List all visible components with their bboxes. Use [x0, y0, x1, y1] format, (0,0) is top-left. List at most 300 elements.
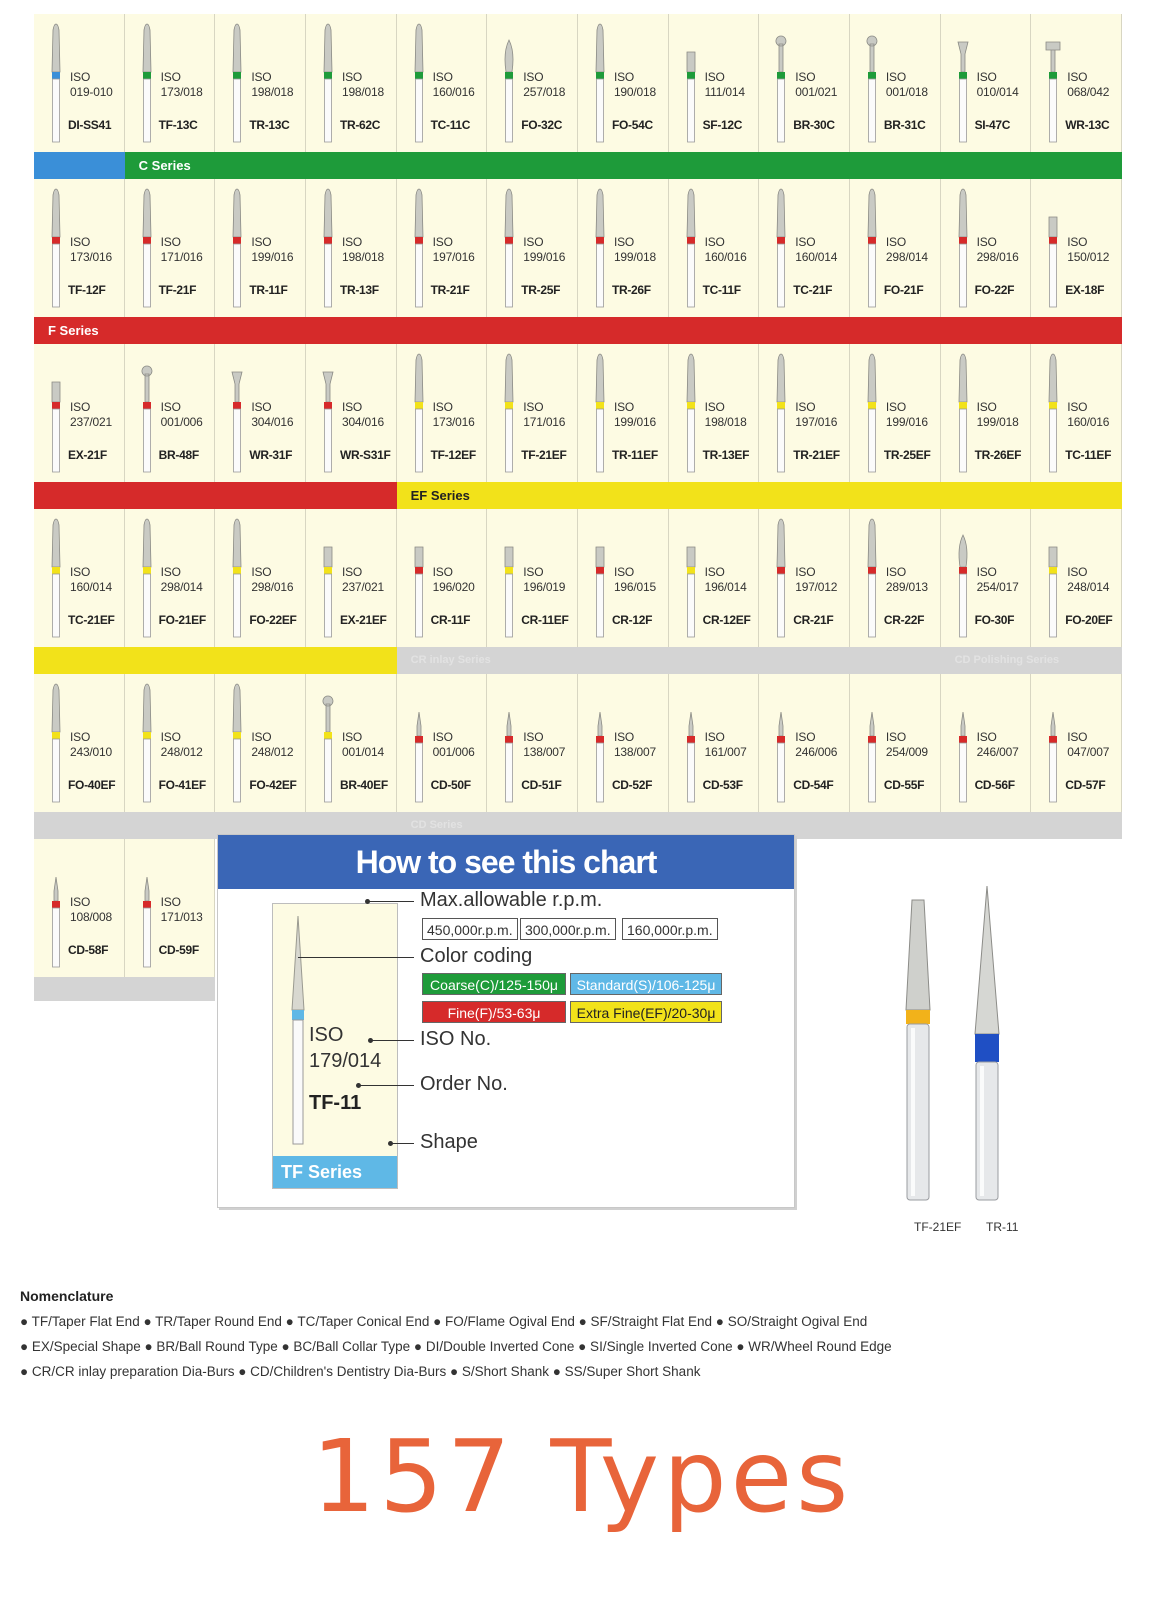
bur-iso	[886, 730, 928, 760]
bur-order-code: TR-11EF	[611, 448, 658, 462]
iso-prefix: ISO	[523, 565, 544, 579]
iso-number: 196/020	[432, 580, 475, 594]
iso-number: 199/018	[976, 415, 1019, 429]
bur-order-code: FO-41EF	[158, 778, 206, 792]
bur-iso	[161, 400, 203, 430]
leader-shape	[390, 1143, 414, 1144]
bur-order-code: WR-31F	[249, 448, 293, 462]
bur-icon	[411, 187, 427, 311]
iso-prefix: ISO	[885, 235, 906, 249]
iso-number: 138/007	[613, 745, 656, 759]
bur-iso	[70, 235, 112, 265]
iso-number: 108/008	[70, 910, 112, 924]
bur-cell	[669, 179, 760, 317]
iso-prefix: ISO	[795, 730, 816, 744]
bur-cell	[487, 674, 578, 812]
bur-cell	[487, 344, 578, 482]
bur-iso	[977, 235, 1019, 265]
iso-number: 199/016	[251, 250, 294, 264]
bur-order-code: FO-40EF	[68, 778, 116, 792]
bur-iso	[161, 895, 203, 925]
iso-prefix: ISO	[976, 400, 997, 414]
series-band	[34, 317, 1122, 344]
bur-icon	[592, 682, 608, 806]
bur-cell	[850, 674, 941, 812]
iso-number: 047/007	[1067, 745, 1110, 759]
iso-number: 257/018	[523, 85, 566, 99]
bur-iso	[342, 565, 384, 595]
shape-label: Shape	[420, 1131, 478, 1153]
series-band	[34, 152, 1122, 179]
iso-prefix: ISO	[704, 400, 725, 414]
bur-icon	[955, 22, 971, 146]
bur-order-code: CR-12F	[611, 613, 653, 627]
bur-icon	[864, 352, 880, 476]
bur-cell	[1031, 344, 1122, 482]
iso-prefix: ISO	[523, 400, 544, 414]
bur-cell	[34, 14, 125, 152]
bur-order-code: CR-22F	[883, 613, 925, 627]
rpm-chip: 450,000r.p.m.	[422, 918, 518, 940]
bur-iso	[1067, 730, 1109, 760]
bur-cell	[850, 179, 941, 317]
bur-cell	[759, 344, 850, 482]
bur-cell	[306, 674, 397, 812]
bur-icon	[592, 22, 608, 146]
iso-number: 161/007	[704, 745, 747, 759]
iso-prefix: ISO	[613, 70, 635, 84]
iso-number: 289/013	[885, 580, 928, 594]
bur-cell	[397, 674, 488, 812]
bur-iso	[977, 70, 1019, 100]
bur-iso	[795, 70, 837, 100]
iso-number: 171/016	[523, 415, 566, 429]
iso-prefix: ISO	[1067, 565, 1088, 579]
iso-prefix: ISO	[795, 565, 816, 579]
chart-row	[34, 509, 1122, 647]
bur-cell	[669, 509, 760, 647]
bur-icon	[229, 517, 245, 641]
iso-prefix: ISO	[613, 400, 635, 414]
bur-order-code: FO-22EF	[249, 613, 297, 627]
bur-icon	[48, 682, 64, 806]
bur-iso	[523, 565, 565, 595]
iso-prefix: ISO	[432, 565, 453, 579]
max-rpm-label: Max.allowable r.p.m.	[420, 889, 603, 911]
bur-iso	[705, 400, 747, 430]
iso-prefix: ISO	[523, 730, 544, 744]
bur-iso	[1067, 565, 1109, 595]
iso-number: 138/007	[523, 745, 566, 759]
iso-number: 246/007	[976, 745, 1019, 759]
bur-icon	[1045, 187, 1061, 311]
leader-color	[298, 957, 414, 958]
bur-order-code: TC-21EF	[68, 613, 115, 627]
iso-number: 001/006	[160, 415, 203, 429]
example-series-label: TF Series	[273, 1156, 397, 1188]
iso-number: 237/021	[341, 580, 384, 594]
bur-cell	[125, 674, 216, 812]
bur-icon	[683, 22, 699, 146]
bur-order-code: CD-57F	[1065, 778, 1106, 792]
bur-iso	[886, 400, 928, 430]
iso-number: 254/017	[976, 580, 1019, 594]
bur-cell	[215, 179, 306, 317]
bur-cell	[1031, 14, 1122, 152]
bur-icon	[139, 682, 155, 806]
iso-prefix: ISO	[613, 565, 635, 579]
iso-number: 019-010	[70, 85, 113, 99]
bur-icon	[1045, 517, 1061, 641]
bur-iso	[342, 235, 384, 265]
iso-number: 197/016	[432, 250, 475, 264]
iso-number: 246/006	[795, 745, 838, 759]
iso-prefix: ISO	[160, 70, 181, 84]
bur-icon	[501, 187, 517, 311]
bur-iso	[70, 565, 112, 595]
chart-row	[34, 344, 1122, 482]
iso-prefix: ISO	[160, 730, 181, 744]
iso-prefix: ISO	[885, 70, 906, 84]
example-iso-prefix: ISO	[309, 1024, 344, 1046]
bur-icon	[139, 22, 155, 146]
bur-order-code: TR-21EF	[793, 448, 840, 462]
grit-chip: Fine(F)/53-63μ	[422, 1001, 566, 1023]
bur-iso	[795, 730, 837, 760]
bur-order-code: TR-62C	[339, 118, 381, 132]
iso-prefix: ISO	[70, 70, 91, 84]
bur-order-code: TF-12F	[68, 283, 106, 297]
bur-iso	[433, 400, 475, 430]
bur-cell	[669, 344, 760, 482]
iso-number: 198/018	[341, 250, 384, 264]
bur-order-code: TC-21F	[793, 283, 833, 297]
bur-order-code: FO-32C	[521, 118, 563, 132]
iso-number: 171/013	[160, 910, 203, 924]
iso-prefix: ISO	[70, 565, 91, 579]
bur-icon	[592, 187, 608, 311]
leader-rpm	[368, 901, 414, 902]
iso-number: 171/016	[160, 250, 203, 264]
iso-number: 197/016	[795, 415, 838, 429]
bur-cell	[125, 839, 216, 977]
bur-icon	[48, 352, 64, 476]
bur-icon	[864, 682, 880, 806]
bur-iso	[705, 730, 747, 760]
nomenclature-line: ● TF/Taper Flat End ● TR/Taper Round End ● TC/Taper Conical End ● FO/Flame Ogival End ● SF/Straight Flat End ● SO/Straight Ogival End	[20, 1314, 868, 1329]
iso-number: 298/014	[160, 580, 203, 594]
bur-icon	[139, 187, 155, 311]
bur-cell	[759, 14, 850, 152]
iso-number: 298/014	[885, 250, 928, 264]
bur-order-code: TR-26EF	[974, 448, 1022, 462]
iso-number: 173/016	[70, 250, 112, 264]
bur-icon	[1045, 352, 1061, 476]
chart-row	[34, 179, 1122, 317]
iso-number: 001/018	[885, 85, 928, 99]
bur-icon	[864, 22, 880, 146]
rpm-chip: 160,000r.p.m.	[622, 918, 718, 940]
iso-number: 248/012	[160, 745, 203, 759]
bur-order-code: CD-51F	[521, 778, 562, 792]
bur-icon	[139, 847, 155, 971]
bur-cell	[34, 509, 125, 647]
bur-order-code: TC-11C	[430, 118, 471, 132]
iso-number: 010/014	[976, 85, 1019, 99]
bur-cell	[941, 344, 1032, 482]
bur-order-code: BR-31C	[883, 118, 926, 132]
bur-icon	[139, 352, 155, 476]
bur-iso	[886, 70, 928, 100]
bur-iso	[251, 235, 293, 265]
bur-icon	[229, 682, 245, 806]
bur-order-code: TR-13EF	[702, 448, 750, 462]
bur-order-code: TR-26F	[611, 283, 651, 297]
iso-number: 196/019	[523, 580, 566, 594]
bur-cell	[487, 14, 578, 152]
grit-chip: Extra Fine(EF)/20-30μ	[570, 1001, 722, 1023]
bur-order-code: FO-21EF	[158, 613, 206, 627]
iso-prefix: ISO	[70, 730, 91, 744]
bur-iso	[795, 565, 837, 595]
bur-icon	[592, 352, 608, 476]
bur-icon	[501, 22, 517, 146]
iso-prefix: ISO	[795, 70, 816, 84]
iso-number: 198/018	[251, 85, 294, 99]
bur-iso	[705, 235, 747, 265]
bur-cell	[487, 179, 578, 317]
bur-cell	[759, 674, 850, 812]
bur-order-code: WR-S31F	[339, 448, 391, 462]
sample-caption-tf21ef: TF-21EF	[914, 1220, 962, 1234]
bur-cell	[397, 344, 488, 482]
bur-cell	[578, 509, 669, 647]
leader-order	[358, 1085, 414, 1086]
series-label: CD Series	[397, 812, 1122, 839]
bur-cell	[125, 344, 216, 482]
series-label	[34, 482, 397, 509]
bur-cell	[669, 14, 760, 152]
bur-icon	[955, 682, 971, 806]
iso-prefix: ISO	[432, 235, 453, 249]
bur-order-code: DI-SS41	[68, 118, 112, 132]
bur-cell	[215, 674, 306, 812]
bur-icon	[229, 187, 245, 311]
bur-iso	[705, 565, 747, 595]
iso-prefix: ISO	[70, 235, 91, 249]
iso-prefix: ISO	[976, 565, 997, 579]
bur-iso	[251, 400, 293, 430]
bur-cell	[669, 674, 760, 812]
iso-prefix: ISO	[976, 730, 997, 744]
bur-cell	[941, 509, 1032, 647]
sample-caption-tr11: TR-11	[986, 1220, 1019, 1234]
series-label	[34, 647, 397, 674]
iso-prefix: ISO	[885, 730, 906, 744]
bur-order-code: BR-40EF	[339, 778, 388, 792]
bur-order-code: BR-30C	[793, 118, 835, 132]
chart-footer-strip	[34, 977, 215, 1001]
iso-prefix: ISO	[1067, 730, 1088, 744]
iso-prefix: ISO	[341, 400, 363, 414]
bur-icon	[683, 682, 699, 806]
bur-iso	[342, 400, 384, 430]
bur-cell	[306, 14, 397, 152]
bur-icon	[320, 352, 336, 476]
bur-order-code: FO-21F	[883, 283, 924, 297]
bur-icon	[139, 517, 155, 641]
iso-number: 001/006	[432, 745, 475, 759]
iso-number: 001/014	[341, 745, 384, 759]
series-label: CR inlay Series	[397, 647, 941, 674]
bur-icon	[955, 352, 971, 476]
bur-order-code: SI-47C	[974, 118, 1011, 132]
bur-iso	[161, 565, 203, 595]
bur-cell	[941, 179, 1032, 317]
bur-cell	[1031, 509, 1122, 647]
bur-icon	[773, 187, 789, 311]
iso-prefix: ISO	[1067, 235, 1088, 249]
iso-prefix: ISO	[704, 235, 725, 249]
series-band	[34, 482, 1122, 509]
iso-number: 160/016	[704, 250, 747, 264]
iso-number: 160/016	[432, 85, 475, 99]
iso-number: 199/016	[885, 415, 928, 429]
bur-cell	[759, 179, 850, 317]
series-band	[34, 647, 1122, 674]
bur-icon	[773, 352, 789, 476]
iso-number: 243/010	[70, 745, 112, 759]
bur-iso	[523, 730, 565, 760]
bur-icon	[1045, 22, 1061, 146]
bur-iso	[70, 70, 113, 100]
bur-cell	[34, 179, 125, 317]
bur-icon	[229, 352, 245, 476]
bur-order-code: TR-25F	[521, 283, 561, 297]
iso-number: 198/018	[341, 85, 384, 99]
bur-iso	[977, 400, 1019, 430]
howto-example-card	[272, 903, 398, 1189]
bur-icon	[501, 517, 517, 641]
bur-iso	[886, 565, 928, 595]
bur-cell	[850, 344, 941, 482]
iso-prefix: ISO	[704, 565, 725, 579]
bur-order-code: CD-53F	[702, 778, 743, 792]
iso-number: 298/016	[976, 250, 1019, 264]
bur-order-code: EX-21F	[68, 448, 107, 462]
iso-no-label: ISO No.	[420, 1028, 492, 1050]
order-no-label: Order No.	[420, 1073, 508, 1095]
sample-bur-tf21ef-icon	[900, 898, 936, 1204]
bur-cell	[306, 344, 397, 482]
bur-iso	[342, 70, 384, 100]
iso-prefix: ISO	[704, 730, 725, 744]
bur-icon	[955, 517, 971, 641]
iso-prefix: ISO	[795, 400, 816, 414]
leader-dot	[365, 899, 370, 904]
iso-prefix: ISO	[432, 730, 453, 744]
bur-icon	[411, 517, 427, 641]
iso-number: 150/012	[1067, 250, 1110, 264]
iso-prefix: ISO	[1067, 400, 1088, 414]
iso-number: 001/021	[795, 85, 838, 99]
series-label: C Series	[125, 152, 1122, 179]
bur-iso	[523, 70, 565, 100]
iso-number: 304/016	[341, 415, 384, 429]
bur-icon	[773, 22, 789, 146]
series-label	[34, 152, 125, 179]
bur-order-code: CD-56F	[974, 778, 1015, 792]
bur-order-code: FO-54C	[611, 118, 653, 132]
iso-prefix: ISO	[341, 70, 363, 84]
bur-iso	[161, 70, 203, 100]
bur-iso	[161, 730, 203, 760]
iso-number: 196/015	[613, 580, 656, 594]
bur-iso	[251, 70, 293, 100]
iso-prefix: ISO	[160, 400, 181, 414]
howto-title: How to see this chart	[218, 835, 794, 889]
bur-order-code: CR-12EF	[702, 613, 751, 627]
iso-number: 160/016	[1067, 415, 1110, 429]
iso-prefix: ISO	[70, 400, 91, 414]
leader-dot	[356, 1083, 361, 1088]
bur-order-code: EX-18F	[1065, 283, 1105, 297]
bur-iso	[614, 70, 656, 100]
bur-icon	[683, 187, 699, 311]
bur-order-code: CR-21F	[793, 613, 834, 627]
iso-prefix: ISO	[523, 70, 544, 84]
chart-row	[34, 14, 1122, 152]
bur-cell	[125, 509, 216, 647]
example-bur-icon	[287, 914, 309, 1150]
bur-order-code: TF-21EF	[521, 448, 567, 462]
bur-iso	[433, 235, 475, 265]
iso-prefix: ISO	[251, 235, 272, 249]
bur-cell	[215, 14, 306, 152]
bur-order-code: TC-11F	[702, 283, 741, 297]
chart-row	[34, 674, 1122, 812]
iso-prefix: ISO	[523, 235, 544, 249]
iso-prefix: ISO	[976, 235, 997, 249]
iso-prefix: ISO	[251, 70, 272, 84]
iso-prefix: ISO	[341, 235, 363, 249]
bur-order-code: TR-13C	[249, 118, 290, 132]
iso-prefix: ISO	[70, 895, 91, 909]
bur-order-code: CR-11EF	[521, 613, 569, 627]
iso-number: 111/014	[704, 85, 745, 99]
bur-icon	[501, 682, 517, 806]
bur-iso	[70, 400, 112, 430]
chart-empty-cell	[1031, 839, 1122, 977]
bur-icon	[864, 517, 880, 641]
bur-icon	[955, 187, 971, 311]
bur-icon	[320, 517, 336, 641]
bur-icon	[683, 517, 699, 641]
bur-cell	[125, 179, 216, 317]
rpm-chip: 300,000r.p.m.	[520, 918, 616, 940]
bur-iso	[614, 565, 656, 595]
bur-iso	[795, 235, 837, 265]
bur-order-code: FO-20EF	[1065, 613, 1113, 627]
iso-prefix: ISO	[251, 730, 272, 744]
bur-cell	[1031, 674, 1122, 812]
bur-iso	[614, 730, 656, 760]
bur-cell	[578, 179, 669, 317]
bur-icon	[48, 187, 64, 311]
nomenclature-line: ● CR/CR inlay preparation Dia-Burs ● CD/Children's Dentistry Dia-Burs ● S/Short Shank ● SS/Super Short Shank	[20, 1364, 701, 1379]
iso-number: 237/021	[70, 415, 112, 429]
bur-icon	[1045, 682, 1061, 806]
